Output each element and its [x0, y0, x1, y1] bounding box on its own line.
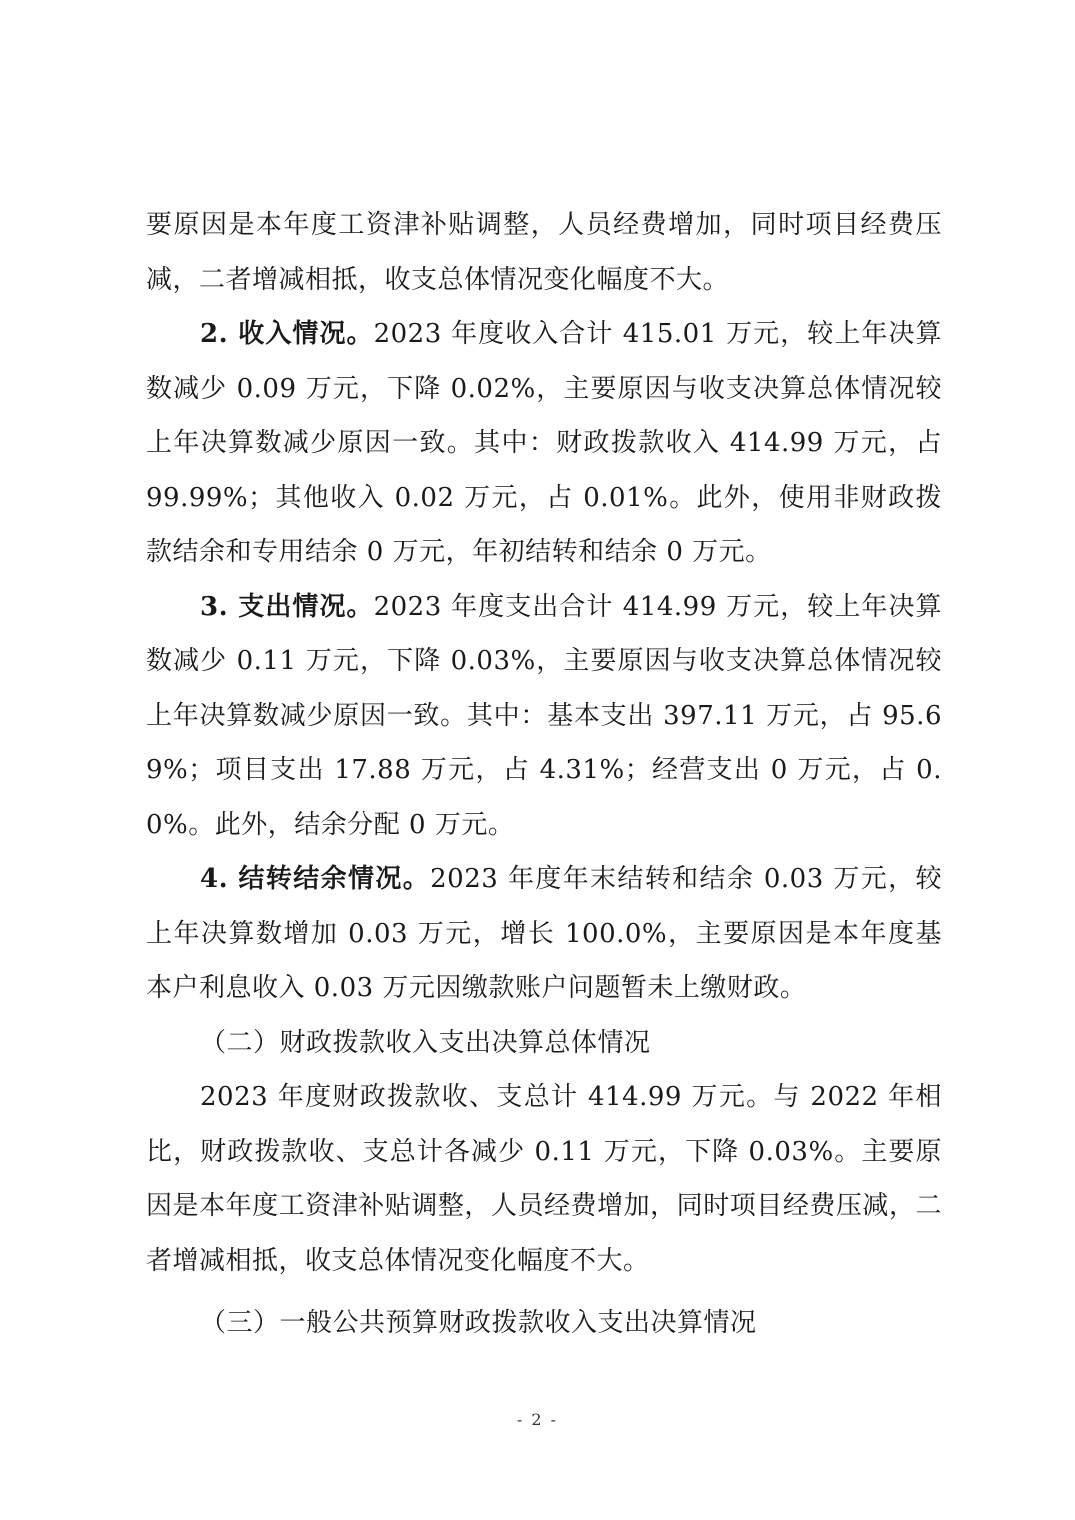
paragraph-continuation — [146, 198, 942, 307]
paragraph-text-income: 2023 年度收入合计 415.01 万元，较上年决算数减少 0.09 万元，下降 0.02%，主要原因与收支决算总体情况较上年决算数减少原因一致。其中：财政拨款收入 414.99 万元，占 99.99%；其他收入 0.02 万元，占 0.01%。此外，使用非财政拨款结余和专用结余 0 万元，年初结转和结余 0 万元。 — [146, 319, 943, 567]
page-number: - 2 - — [516, 1410, 559, 1429]
paragraph-carryover — [146, 852, 942, 1016]
section-two-text: 2023 年度财政拨款收、支总计 414.99 万元。与 2022 年相比，财政拨款收、支总计各减少 0.11 万元，下降 0.03%。主要原因是本年度工资津补贴调整，人员经费增加，同时项目经费压减，二者增减相抵，收支总体情况变化幅度不大。 — [146, 1082, 942, 1276]
paragraph-heading-income: 2. 收入情况。 — [200, 319, 374, 349]
paragraph-text-carryover: 2023 年度年末结转和结余 0.03 万元，较上年决算数增加 0.03 万元，增长 100.0%，主要原因是本年度基本户利息收入 0.03 万元因缴款账户问题暂未上缴财政。 — [146, 864, 942, 1003]
document-body — [146, 198, 942, 1351]
paragraph-text: 要原因是本年度工资津补贴调整，人员经费增加，同时项目经费压减，二者增减相抵，收支总体情况变化幅度不大。 — [146, 210, 942, 295]
paragraph-heading-carryover: 4. 结转结余情况。 — [200, 864, 431, 894]
section-two-heading: （二）财政拨款收入支出决算总体情况 — [200, 1027, 651, 1058]
paragraph-income — [146, 307, 942, 580]
section-three-heading: （三）一般公共预算财政拨款收入支出决算情况 — [200, 1308, 757, 1338]
paragraph-heading-expenditure: 3. 支出情况。 — [200, 591, 374, 622]
paragraph-expenditure — [146, 580, 942, 853]
paragraph-text-expenditure: 2023 年度支出合计 414.99 万元，较上年决算数减少 0.11 万元，下降 0.03%，主要原因与收支决算总体情况较上年决算数减少原因一致。其中：基本支出 397.11 万元，占 95.69%；项目支出 17.88 万元，占 4.31%；经营支出 0 万元，占 0.0%。此外，结余分配 0 万元。 — [146, 591, 943, 840]
